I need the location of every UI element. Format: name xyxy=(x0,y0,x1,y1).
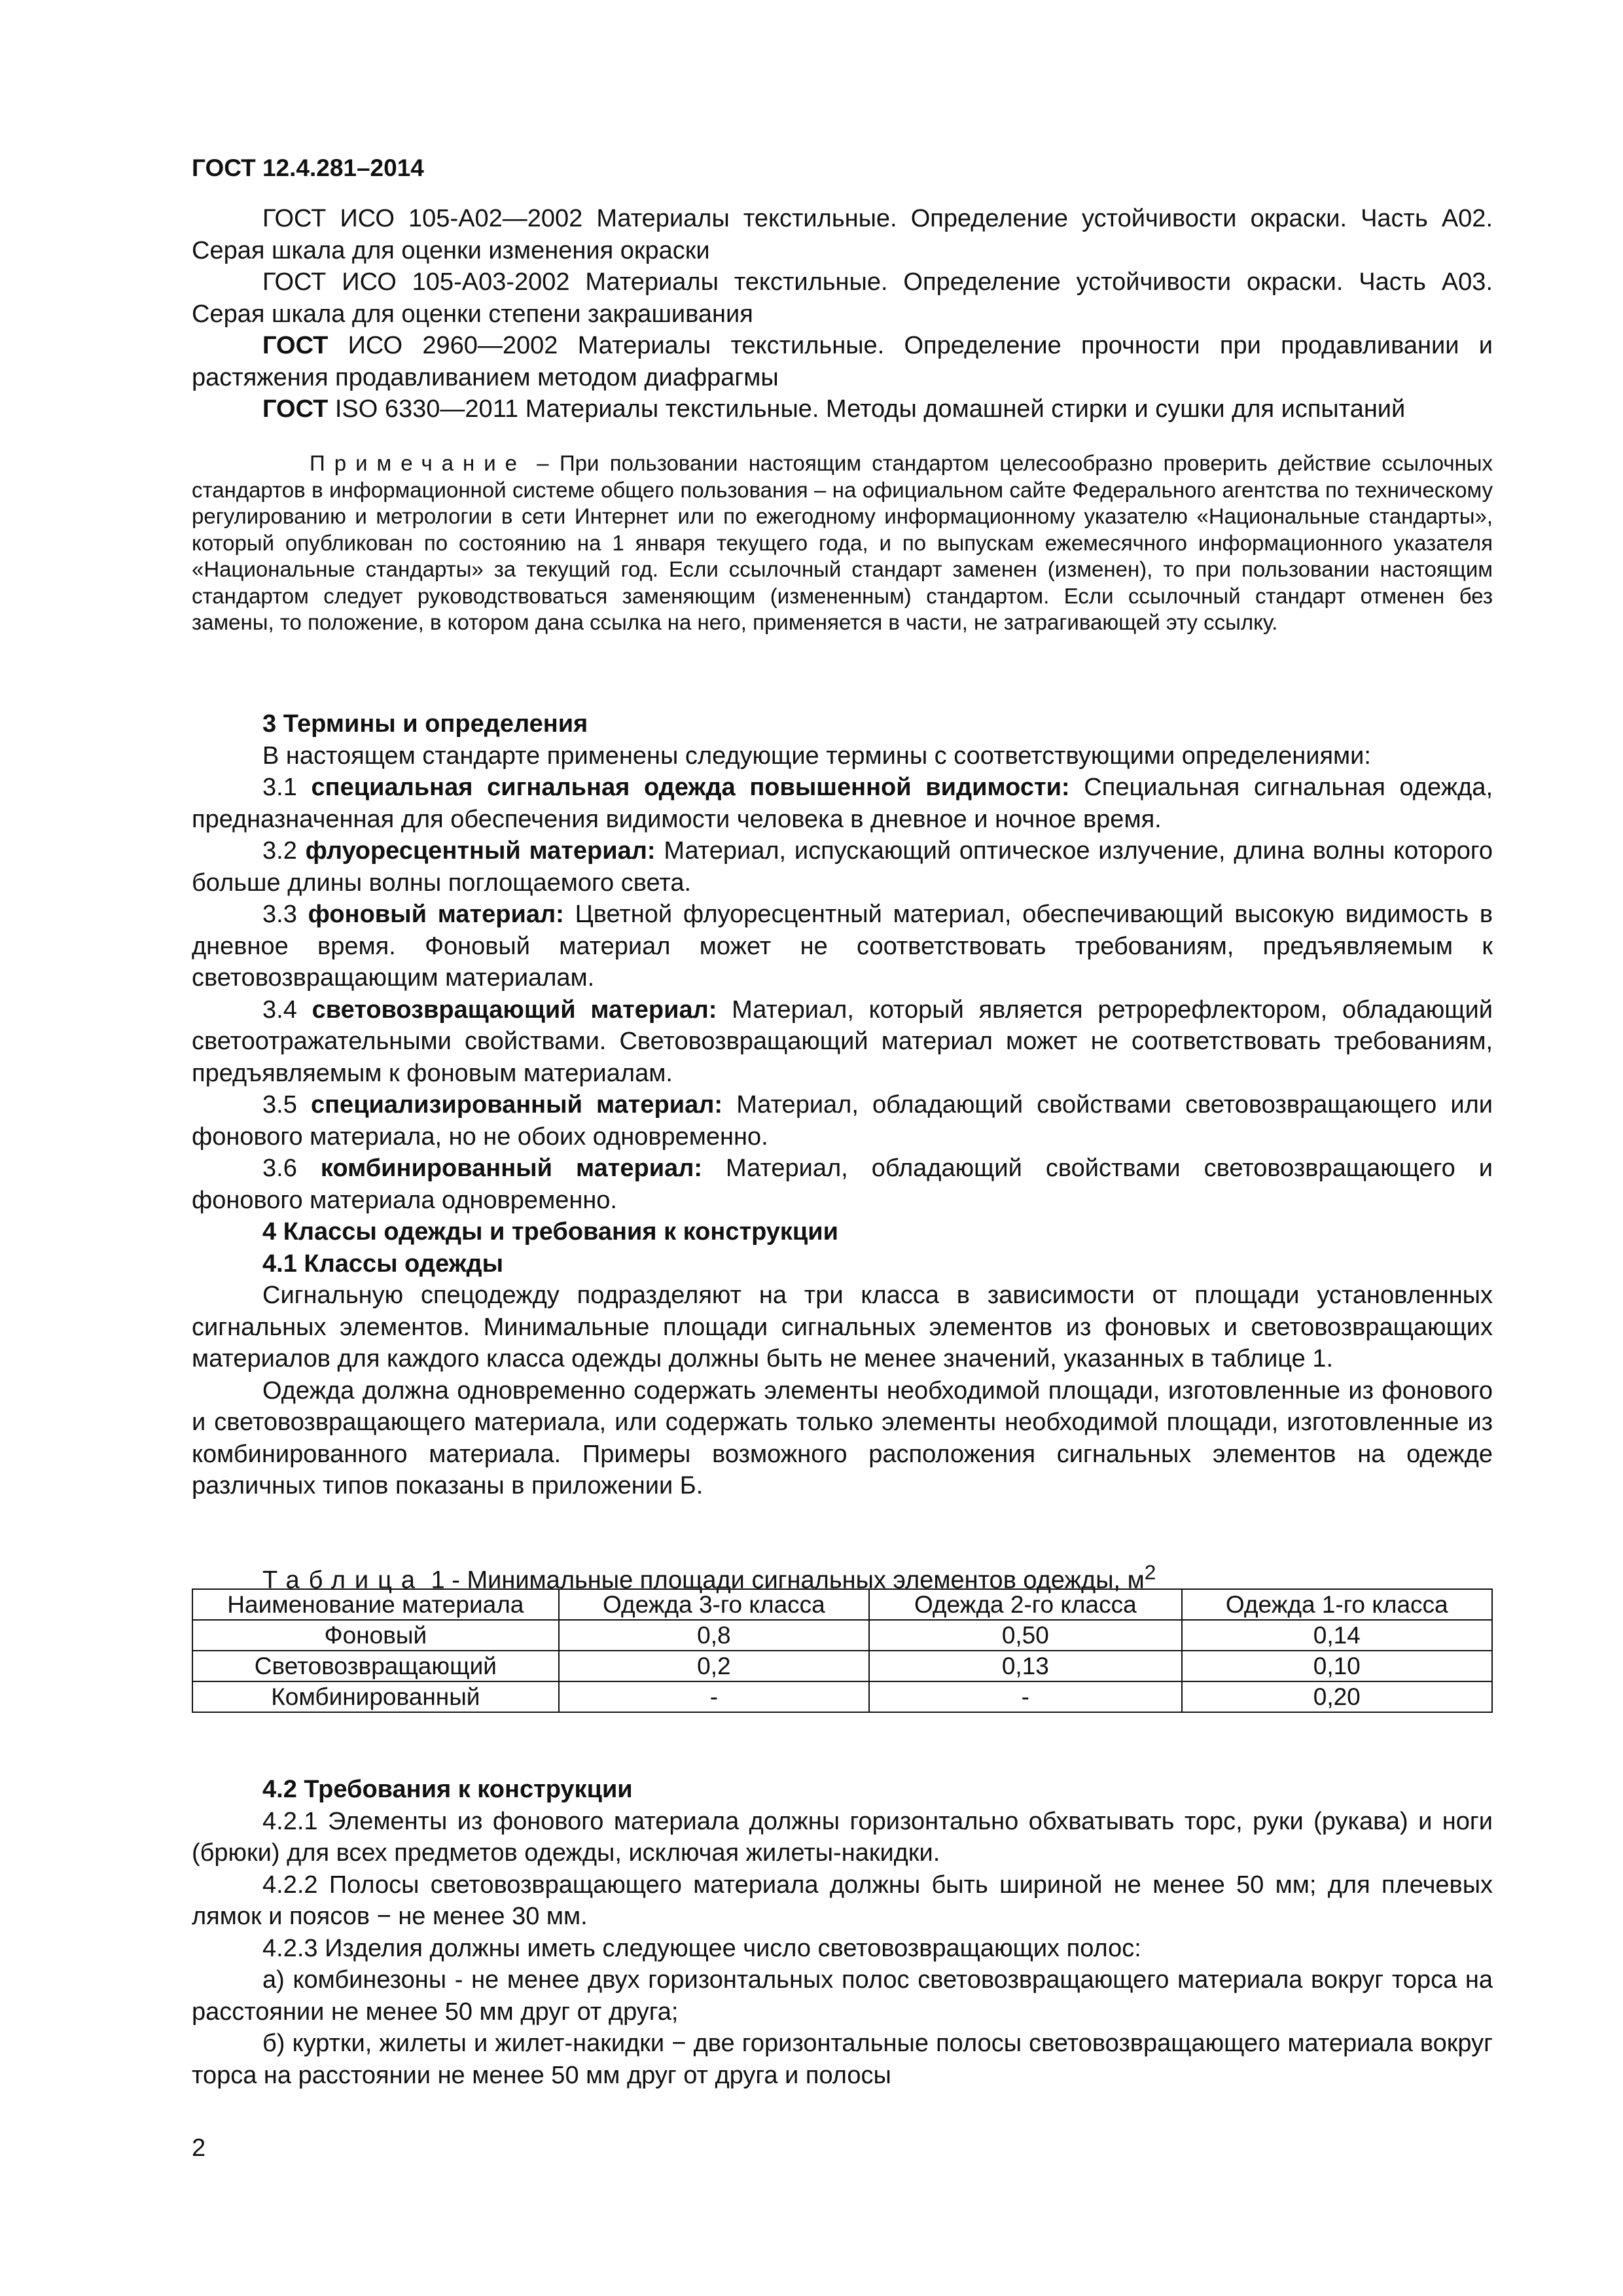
classes-table xyxy=(192,1588,1493,1713)
paragraph: а) комбинезоны - не менее двух горизонтальных полос световозвращающего материала вокруг торса на расстоянии не менее 50 мм друг от друга; xyxy=(192,1966,1493,2026)
term-item: 3.6 комбинированный материал: Материал, обладающий свойствами световозвращающего и фонового материала одновременно. xyxy=(192,1155,1493,1214)
section-heading: 3 Термины и определения xyxy=(262,710,588,738)
term-name: специальная сигнальная одежда повышенной видимости: xyxy=(311,774,1070,801)
term-definition: Материал, обладающий свойствами световозвращающего и фонового материала одновременно. xyxy=(192,1155,1493,1214)
table-cell: 0,13 xyxy=(869,1651,1181,1681)
reference-text: ИСО 2960—2002 Материалы текстильные. Определение прочности при продавливании и растяжения продавливанием методом диафрагмы xyxy=(192,332,1493,391)
term-definition: Материал, обладающий свойствами световозвращающего или фонового материала, но не обоих одновременно. xyxy=(192,1091,1493,1151)
reference-prefix: ГОСТ xyxy=(262,268,327,296)
table-cell: 0,8 xyxy=(559,1620,869,1651)
term-definition: Специальная сигнальная одежда, предназначенная для обеспечения видимости человека в дневное и ночное время. xyxy=(192,774,1493,833)
section-construction xyxy=(192,1774,1493,2091)
table-header-row xyxy=(192,1589,1492,1620)
table-cell: Фоновый xyxy=(192,1620,559,1651)
table-cell: Комбинированный xyxy=(192,1681,559,1712)
page-number: 2 xyxy=(192,2134,206,2162)
reference-item xyxy=(192,393,1493,425)
term-item: 3.4 световозвращающий материал: Материал, который является ретрорефлектором, обладающий светоотражательными свойствами. Световозвращающий материал может не соответствовать требованиям, предъявляемым к фоновым материалам. xyxy=(192,996,1493,1087)
term-definition: Материал, испускающий оптическое излучение, длина волны которого больше длины волны поглощаемого света. xyxy=(192,837,1493,897)
term-item: 3.5 специализированный материал: Материал, обладающий свойствами световозвращающего или фонового материала, но не обоих одновременно. xyxy=(192,1091,1493,1151)
note-block xyxy=(192,450,1493,636)
table-cell: Световозвращающий xyxy=(192,1651,559,1681)
term-definition: Цветной флуоресцентный материал, обеспечивающий высокую видимость в дневное время. Фоновый материал может не соответствовать требованиям, предъявляемым к световозвращающим материалам. xyxy=(192,901,1493,992)
table-row xyxy=(192,1651,1492,1681)
reference-item xyxy=(192,330,1493,393)
paragraph: б) куртки, жилеты и жилет-накидки − две горизонтальные полосы световозвращающего материала вокруг торса на расстоянии не менее 50 мм друг от друга и полосы xyxy=(192,2030,1493,2089)
paragraph: Сигнальную спецодежду подразделяют на три класса в зависимости от площади установленных сигнальных элементов. Минимальные площади сигнальных элементов из фоновых и световозвращающих материалов для каждого класса одежды должны быть не менее значений, указанных в таблице 1. xyxy=(192,1282,1493,1372)
table-caption-label: Таблица xyxy=(262,1566,424,1594)
references-list xyxy=(192,203,1493,425)
section-heading: 4 Классы одежды и требования к конструкции xyxy=(262,1218,839,1246)
table-row xyxy=(192,1620,1492,1651)
reference-prefix: ГОСТ xyxy=(262,205,327,232)
table-caption-superscript: 2 xyxy=(1144,1560,1156,1584)
table-row xyxy=(192,1681,1492,1712)
table-cell: 0,14 xyxy=(1182,1620,1492,1651)
reference-text: ISO 6330—2011 Материалы текстильные. Методы домашней стирки и сушки для испытаний xyxy=(328,395,1406,423)
table-cell: - xyxy=(559,1681,869,1712)
subsection-heading: 4.2 Требования к конструкции xyxy=(262,1776,633,1803)
table-cell: 0,20 xyxy=(1182,1681,1492,1712)
reference-item xyxy=(192,203,1493,266)
reference-item xyxy=(192,266,1493,330)
term-item: 3.3 фоновый материал: Цветной флуоресцентный материал, обеспечивающий высокую видимость в дневное время. Фоновый материал может не соответствовать требованиям, предъявляемым к световозвращающим материалам. xyxy=(192,901,1493,992)
paragraph: 4.2.2 Полосы световозвращающего материала должны быть шириной не менее 50 мм; для плечевых лямок и поясов − не менее 30 мм. xyxy=(192,1871,1493,1930)
term-name: фоновый материал: xyxy=(308,901,564,928)
term-item: 3.1 специальная сигнальная одежда повышенной видимости: Специальная сигнальная одежда, предназначенная для обеспечения видимости человека в дневное и ночное время. xyxy=(192,774,1493,833)
paragraph: 4.2.3 Изделия должны иметь следующее число световозвращающих полос: xyxy=(262,1934,1141,1962)
table-header-cell: Одежда 1-го класса xyxy=(1182,1589,1492,1620)
section-terms xyxy=(192,708,1493,1502)
table-cell: 0,2 xyxy=(559,1651,869,1681)
term-name: флуоресцентный материал: xyxy=(305,837,656,865)
term-definition: Материал, который является ретрорефлектором, обладающий светоотражательными свойствами. Световозвращающий материал может не соответствовать требованиям, предъявляемым к фоновым материалам. xyxy=(192,996,1493,1087)
table-header-cell: Одежда 3-го класса xyxy=(559,1589,869,1620)
document-header: ГОСТ 12.4.281–2014 xyxy=(192,154,424,181)
note-label: Примечание xyxy=(310,451,527,475)
reference-text: ИСО 105-А03-2002 Материалы текстильные. Определение устойчивости окраски. Часть А03. Серая шкала для оценки степени закрашивания xyxy=(192,268,1493,328)
reference-prefix: ГОСТ xyxy=(262,332,329,359)
reference-prefix: ГОСТ xyxy=(262,395,329,423)
table-cell: - xyxy=(869,1681,1181,1712)
term-name: комбинированный материал: xyxy=(320,1155,702,1182)
section-intro: В настоящем стандарте применены следующие термины с соответствующими определениями: xyxy=(262,742,1371,770)
table-header-cell: Одежда 2-го класса xyxy=(869,1589,1181,1620)
note-text: – При пользовании настоящим стандартом целесообразно проверить действие ссылочных стандартов в информационной системе общего пользования – на официальном сайте Федерального агентства по техническому регулированию и метрологии в сети Интернет или по ежегодному информационному указателю «Национальные стандарты», который опубликован по состоянию на 1 января текущего года, и по выпускам ежемесячного информационного указателя «Национальные стандарты» за текущий год. Если ссылочный стандарт заменен (изменен), то при пользовании настоящим стандартом следует руководствоваться заменяющим (измененным) стандартом. Если ссылочный стандарт отменен без замены, то положение, в котором дана ссылка на него, применяется в части, не затрагивающей эту ссылку. xyxy=(192,451,1493,634)
reference-text: ИСО 105-А02—2002 Материалы текстильные. Определение устойчивости окраски. Часть А02. Серая шкала для оценки изменения окраски xyxy=(192,205,1493,264)
term-name: специализированный материал: xyxy=(310,1091,723,1119)
table-caption-text: 1 - Минимальные площади сигнальных элементов одежды, м xyxy=(424,1566,1145,1594)
table-cell: 0,50 xyxy=(869,1620,1181,1651)
subsection-heading: 4.1 Классы одежды xyxy=(262,1249,504,1278)
paragraph: 4.2.1 Элементы из фонового материала должны горизонтально обхватывать торс, руки (рукава) и ноги (брюки) для всех предметов одежды, исключая жилеты-накидки. xyxy=(192,1807,1493,1867)
term-item: 3.2 флуоресцентный материал: Материал, испускающий оптическое излучение, длина волны которого больше длины волны поглощаемого света. xyxy=(192,837,1493,897)
table-header-cell: Наименование материала xyxy=(192,1589,559,1620)
table-cell: 0,10 xyxy=(1182,1651,1492,1681)
term-name: световозвращающий материал: xyxy=(312,996,717,1024)
paragraph: Одежда должна одновременно содержать элементы необходимой площади, изготовленные из фонового и световозвращающего материала, или содержать только элементы необходимой площади, изготовленные из комбинированного материала. Примеры возможного расположения сигнальных элементов на одежде различных типов показаны в приложении Б. xyxy=(192,1376,1493,1499)
